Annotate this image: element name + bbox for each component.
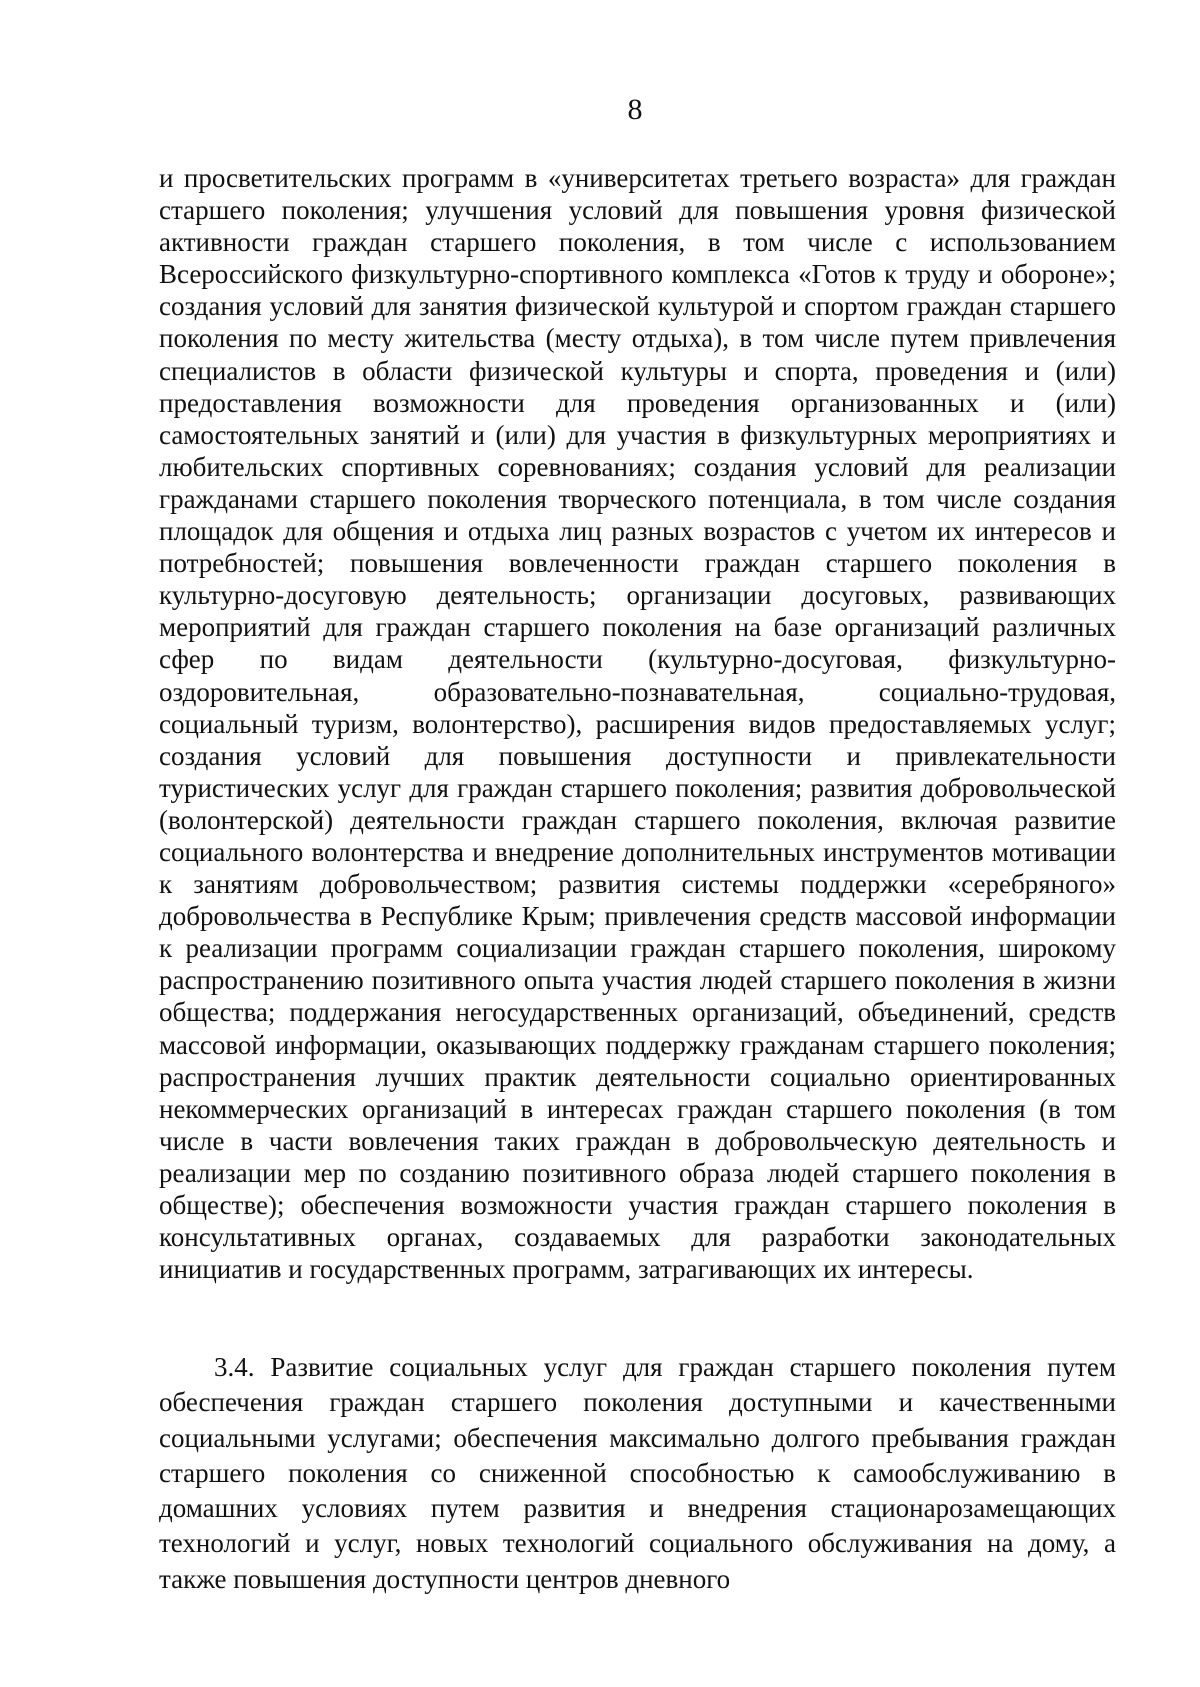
page-number: 8 — [627, 93, 643, 126]
body-paragraph-continuation: и просветительских программ в «университетах третьего возраста» для граждан старшего поколения; улучшения условий для повышения уровня физической активности граждан старшего поколения, в том числе с использованием Всероссийского физкультурно-спортивного комплекса «Готов к труду и обороне»; создания условий для занятия физической культурой и спортом граждан старшего поколения по месту жительства (месту отдыха), в том числе путем привлечения специалистов в области физической культуры и спорта, проведения и (или) предоставления возможности для проведения организованных и (или) самостоятельных занятий и (или) для участия в физкультурных мероприятиях и любительских спортивных соревнованиях; создания условий для реализации гражданами старшего поколения творческого потенциала, в том числе создания площадок для общения и отдыха лиц разных возрастов с учетом их интересов и потребностей; повышения вовлеченности граждан старшего поколения в культурно-досуговую деятельность; организации досуговых, развивающих мероприятий для граждан старшего поколения на базе организаций различных сфер по видам деятельности (культурно-досуговая, физкультурно-оздоровительная, образовательно-познавательная, социально-трудовая, социальный туризм, волонтерство), расширения видов предоставляемых услуг; создания условий для повышения доступности и привлекательности туристических услуг для граждан старшего поколения; развития добровольческой (волонтерской) деятельности граждан старшего поколения, включая развитие социального волонтерства и внедрение дополнительных инструментов мотивации к занятиям добровольчеством; развития системы поддержки «серебряного» добровольчества в Республике Крым; привлечения средств массовой информации к реализации программ социализации граждан старшего поколения, широкому распространению позитивного опыта участия людей старшего поколения в жизни общества; поддержания негосударственных организаций, объединений, средств массовой информации, оказывающих поддержку гражданам старшего поколения; распространения лучших практик деятельности социально ориентированных некоммерческих организаций в интересах граждан старшего поколения (в том числе в части вовлечения таких граждан в добровольческую деятельность и реализации мер по созданию позитивного образа людей старшего поколения в обществе); обеспечения возможности участия граждан старшего поколения в консультативных органах, создаваемых для разработки законодательных инициатив и государственных программ, затрагивающих их интересы. — [159, 163, 1116, 1285]
body-paragraph-section-3-4: 3.4. Развитие социальных услуг для граждан старшего поколения путем обеспечения граждан старшего поколения доступными и качественными социальными услугами; обеспечения максимально долгого пребывания граждан старшего поколения со сниженной способностью к самообслуживанию в домашних условиях путем развития и внедрения стационарозамещающих технологий и услуг, новых технологий социального обслуживания на дому, а также повышения доступности центров дневного — [159, 1352, 1116, 1594]
